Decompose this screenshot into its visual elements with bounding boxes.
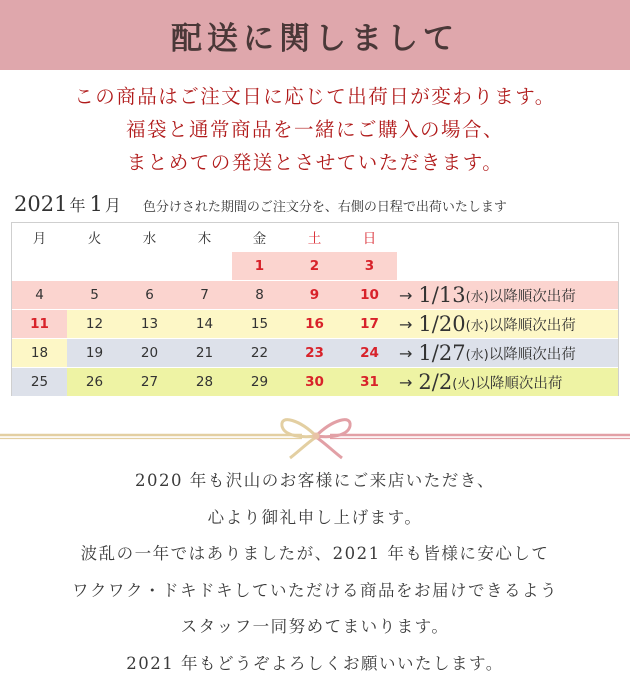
day-cell: 28 — [177, 368, 232, 396]
message-line: 2020 年も沢山のお客様にご来店いただき、 — [134, 471, 496, 490]
day-cell: 26 — [67, 368, 122, 396]
day-cell: 30 — [287, 368, 342, 396]
day-cell: 10 — [360, 287, 379, 303]
arrow-right-icon: → — [399, 314, 413, 334]
day-cell: 31 — [342, 368, 397, 396]
weekday-thu: 木 — [197, 231, 212, 247]
calendar-year-unit: 年 — [69, 196, 86, 215]
weekday-fri: 金 — [252, 231, 267, 247]
day-cell: 29 — [232, 368, 287, 396]
shipping-notice — [0, 80, 630, 179]
ship-day: (火) — [452, 376, 476, 392]
greeting-message — [0, 463, 630, 683]
day-cell: 20 — [122, 339, 177, 367]
ship-text: 以降順次出荷 — [488, 346, 576, 363]
page-title: 配送に関しまして — [171, 20, 459, 57]
weekday-row — [12, 223, 397, 251]
calendar-week-3 — [12, 310, 618, 338]
message-line: スタッフ一同努めてまいります。 — [180, 617, 450, 637]
day-cell: 5 — [90, 287, 99, 303]
shipping-date-3 — [397, 339, 618, 367]
calendar-header — [14, 192, 618, 220]
ship-text: 以降順次出荷 — [488, 288, 576, 305]
ship-date: 1/20 — [418, 312, 466, 336]
arrow-right-icon: → — [399, 372, 413, 392]
calendar-week-4 — [12, 339, 618, 367]
calendar-week-5 — [12, 368, 618, 396]
calendar-month-unit: 月 — [104, 196, 121, 215]
day-cell: 3 — [342, 252, 397, 280]
ship-date: 1/27 — [418, 341, 466, 365]
weekday-wed: 水 — [142, 231, 157, 247]
day-cell: 12 — [67, 310, 122, 338]
day-cell — [12, 252, 67, 280]
weekday-tue: 火 — [87, 231, 102, 247]
day-cell: 17 — [342, 310, 397, 338]
day-cell: 16 — [287, 310, 342, 338]
notice-line: まとめての発送とさせていただきます。 — [126, 151, 504, 174]
day-cell: 1 — [232, 252, 287, 280]
weekday-sat: 土 — [307, 231, 322, 247]
mizuhiki-divider — [0, 410, 630, 460]
day-cell: 21 — [177, 339, 232, 367]
day-cell: 25 — [12, 368, 67, 396]
calendar-month: 1 — [89, 192, 103, 216]
day-cell — [122, 252, 177, 280]
day-cell: 8 — [255, 287, 264, 303]
ship-day: (水) — [465, 318, 489, 334]
calendar-week-1 — [12, 252, 397, 280]
weekday-sun: 日 — [362, 231, 377, 247]
header-banner — [0, 0, 630, 70]
calendar-week-2 — [12, 281, 618, 309]
calendar-note: 色分けされた期間のご注文分を、右側の日程で出荷いたします — [142, 200, 507, 215]
day-cell — [67, 252, 122, 280]
shipping-date-1 — [397, 281, 576, 309]
ship-date: 2/2 — [418, 370, 453, 394]
day-cell: 7 — [200, 287, 209, 303]
arrow-right-icon: → — [399, 285, 413, 305]
message-line: 波乱の一年ではありましたが、2021 年も皆様に安心して — [80, 544, 550, 564]
ship-text: 以降順次出荷 — [475, 375, 563, 392]
day-cell: 27 — [122, 368, 177, 396]
message-line: 心より御礼申し上げます。 — [207, 507, 423, 527]
shipping-date-4 — [397, 368, 618, 396]
day-cell — [177, 252, 232, 280]
day-cell: 23 — [287, 339, 342, 367]
message-line: 2021 年もどうぞよろしくお願いいたします。 — [126, 653, 504, 673]
day-cell: 2 — [287, 252, 342, 280]
day-cell: 18 — [12, 339, 67, 367]
day-cell: 22 — [232, 339, 287, 367]
day-cell: 13 — [122, 310, 177, 338]
ship-day: (水) — [465, 289, 489, 305]
arrow-right-icon: → — [399, 343, 413, 363]
weekday-mon: 月 — [32, 231, 47, 247]
day-cell: 19 — [67, 339, 122, 367]
day-cell: 24 — [342, 339, 397, 367]
message-line: ワクワク・ドキドキしていただける商品をお届けできるよう — [72, 580, 558, 600]
ship-text: 以降順次出荷 — [488, 317, 576, 334]
ship-day: (水) — [465, 347, 489, 363]
notice-line: 福袋と通常商品を一緒にご購入の場合、 — [125, 118, 504, 141]
ship-date: 1/13 — [418, 283, 466, 307]
shipping-date-2 — [397, 310, 618, 338]
calendar-year: 2021 — [14, 192, 68, 216]
day-cell: 9 — [309, 287, 320, 303]
day-cell: 11 — [12, 310, 67, 338]
day-cell: 6 — [145, 287, 154, 303]
notice-line: この商品はご注文日に応じて出荷日が変わります。 — [74, 85, 556, 108]
day-cell: 14 — [177, 310, 232, 338]
shipping-calendar — [11, 222, 619, 396]
day-cell: 15 — [232, 310, 287, 338]
day-cell: 4 — [35, 287, 44, 303]
